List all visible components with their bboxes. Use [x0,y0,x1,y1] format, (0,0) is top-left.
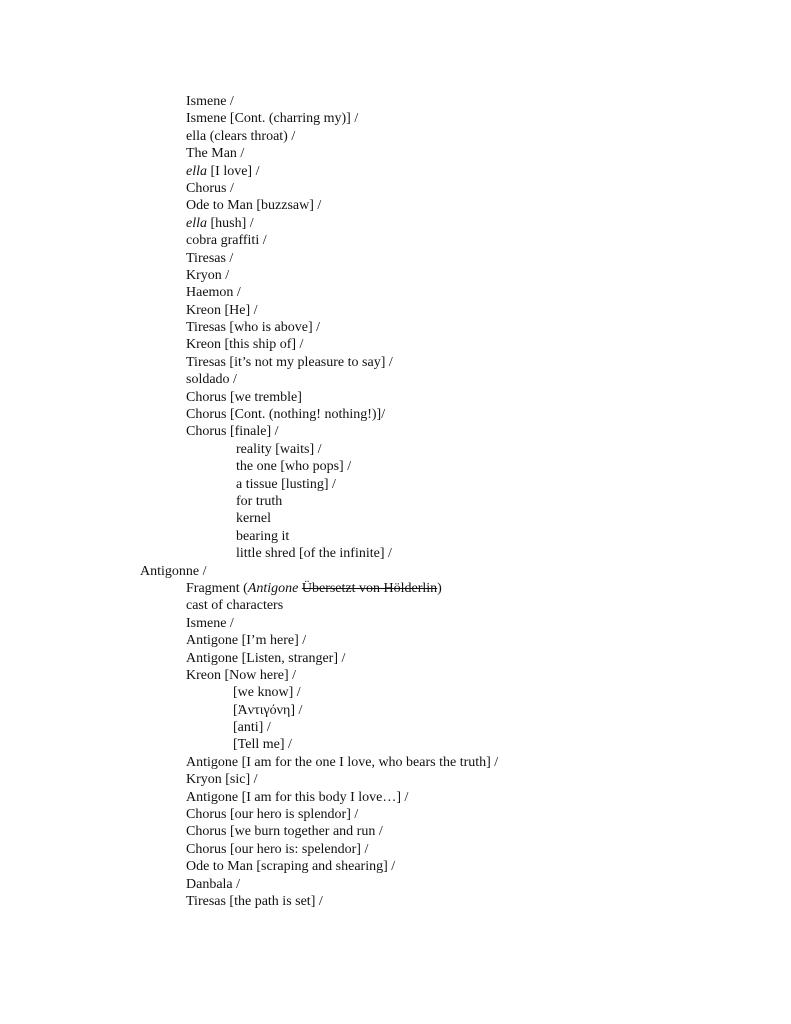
italic-word: ella [186,215,207,231]
outline-subentry: for truth [236,493,283,509]
outline-entry: cast of characters [186,598,284,614]
outline-entry: The Man / [186,146,245,162]
outline-entry: Tiresas [who is above] / [186,320,321,336]
outline-list [0,93,791,910]
outline-subentry: reality [waits] / [236,441,322,457]
outline-entry: Ode to Man [buzzsaw] / [186,198,322,214]
outline-entry: Chorus [finale] / [186,424,279,440]
outline-entry: Kryon [sic] / [186,772,258,788]
outline-entry: Antigone [I am for the one I love, who bears the truth] / [186,754,499,770]
entry-text: Fragment ( [186,580,248,596]
entry-text: ) [437,580,442,596]
italic-word: ella [186,163,207,179]
outline-entry: cobra graffiti / [186,233,267,249]
outline-entry: Tiresas [it’s not my pleasure to say] / [186,354,393,370]
outline-subentry: little shred [of the infinite] / [236,546,392,562]
entry-text: [I love] / [207,163,260,179]
struck-text: Übersetzt von Hölderlin [301,580,438,596]
outline-entry: Kreon [this ship of] / [186,337,304,353]
outline-entry: Kryon / [186,267,230,283]
outline-entry: Chorus [our hero is splendor] / [186,807,359,823]
outline-entry: Chorus [our hero is: spelendor] / [186,841,369,857]
outline-entry: Haemon / [186,285,241,301]
outline-subentry: bearing it [236,528,290,544]
outline-entry: Danbala / [186,876,241,892]
outline-entry: Chorus / [186,180,234,196]
outline-subentry: the one [who pops] / [236,459,352,475]
outline-entry: Ismene / [186,615,234,631]
outline-entry: Tiresas [the path is set] / [186,893,323,909]
section-heading: Antigonne / [140,563,207,579]
outline-entry: Kreon [Now here] / [186,667,297,683]
outline-entry [0,215,791,232]
outline-entry: Kreon [He] / [186,302,258,318]
italic-title: Antigone [247,580,299,596]
outline-entry: Antigone [Listen, stranger] / [186,650,346,666]
outline-entry: Antigone [I’m here] / [186,633,307,649]
outline-entry: Chorus [Cont. (nothing! nothing!)]/ [186,407,386,423]
outline-entry: Ode to Man [scraping and shearing] / [186,859,396,875]
outline-subentry: kernel [236,511,271,527]
outline-entry: Chorus [we burn together and run / [186,824,383,840]
outline-entry: Ismene [Cont. (charring my)] / [186,111,359,127]
outline-subentry: [Tell me] / [233,737,292,753]
outline-entry: Tiresas / [186,250,234,266]
outline-entry [0,163,791,180]
outline-subentry: [we know] / [233,685,301,701]
outline-entry [0,580,791,597]
outline-entry: ella (clears throat) / [186,128,296,144]
outline-entry: Chorus [we tremble] [186,389,302,405]
entry-text: [hush] / [207,215,254,231]
outline-subentry: [anti] / [233,720,271,736]
outline-subentry: [Ἀντιγόνη] / [233,702,303,718]
outline-entry: Ismene / [186,94,234,109]
outline-entry: soldado / [186,372,237,388]
outline-subentry: a tissue [lusting] / [236,476,336,492]
outline-entry: Antigone [I am for this body I love…] / [186,789,409,805]
